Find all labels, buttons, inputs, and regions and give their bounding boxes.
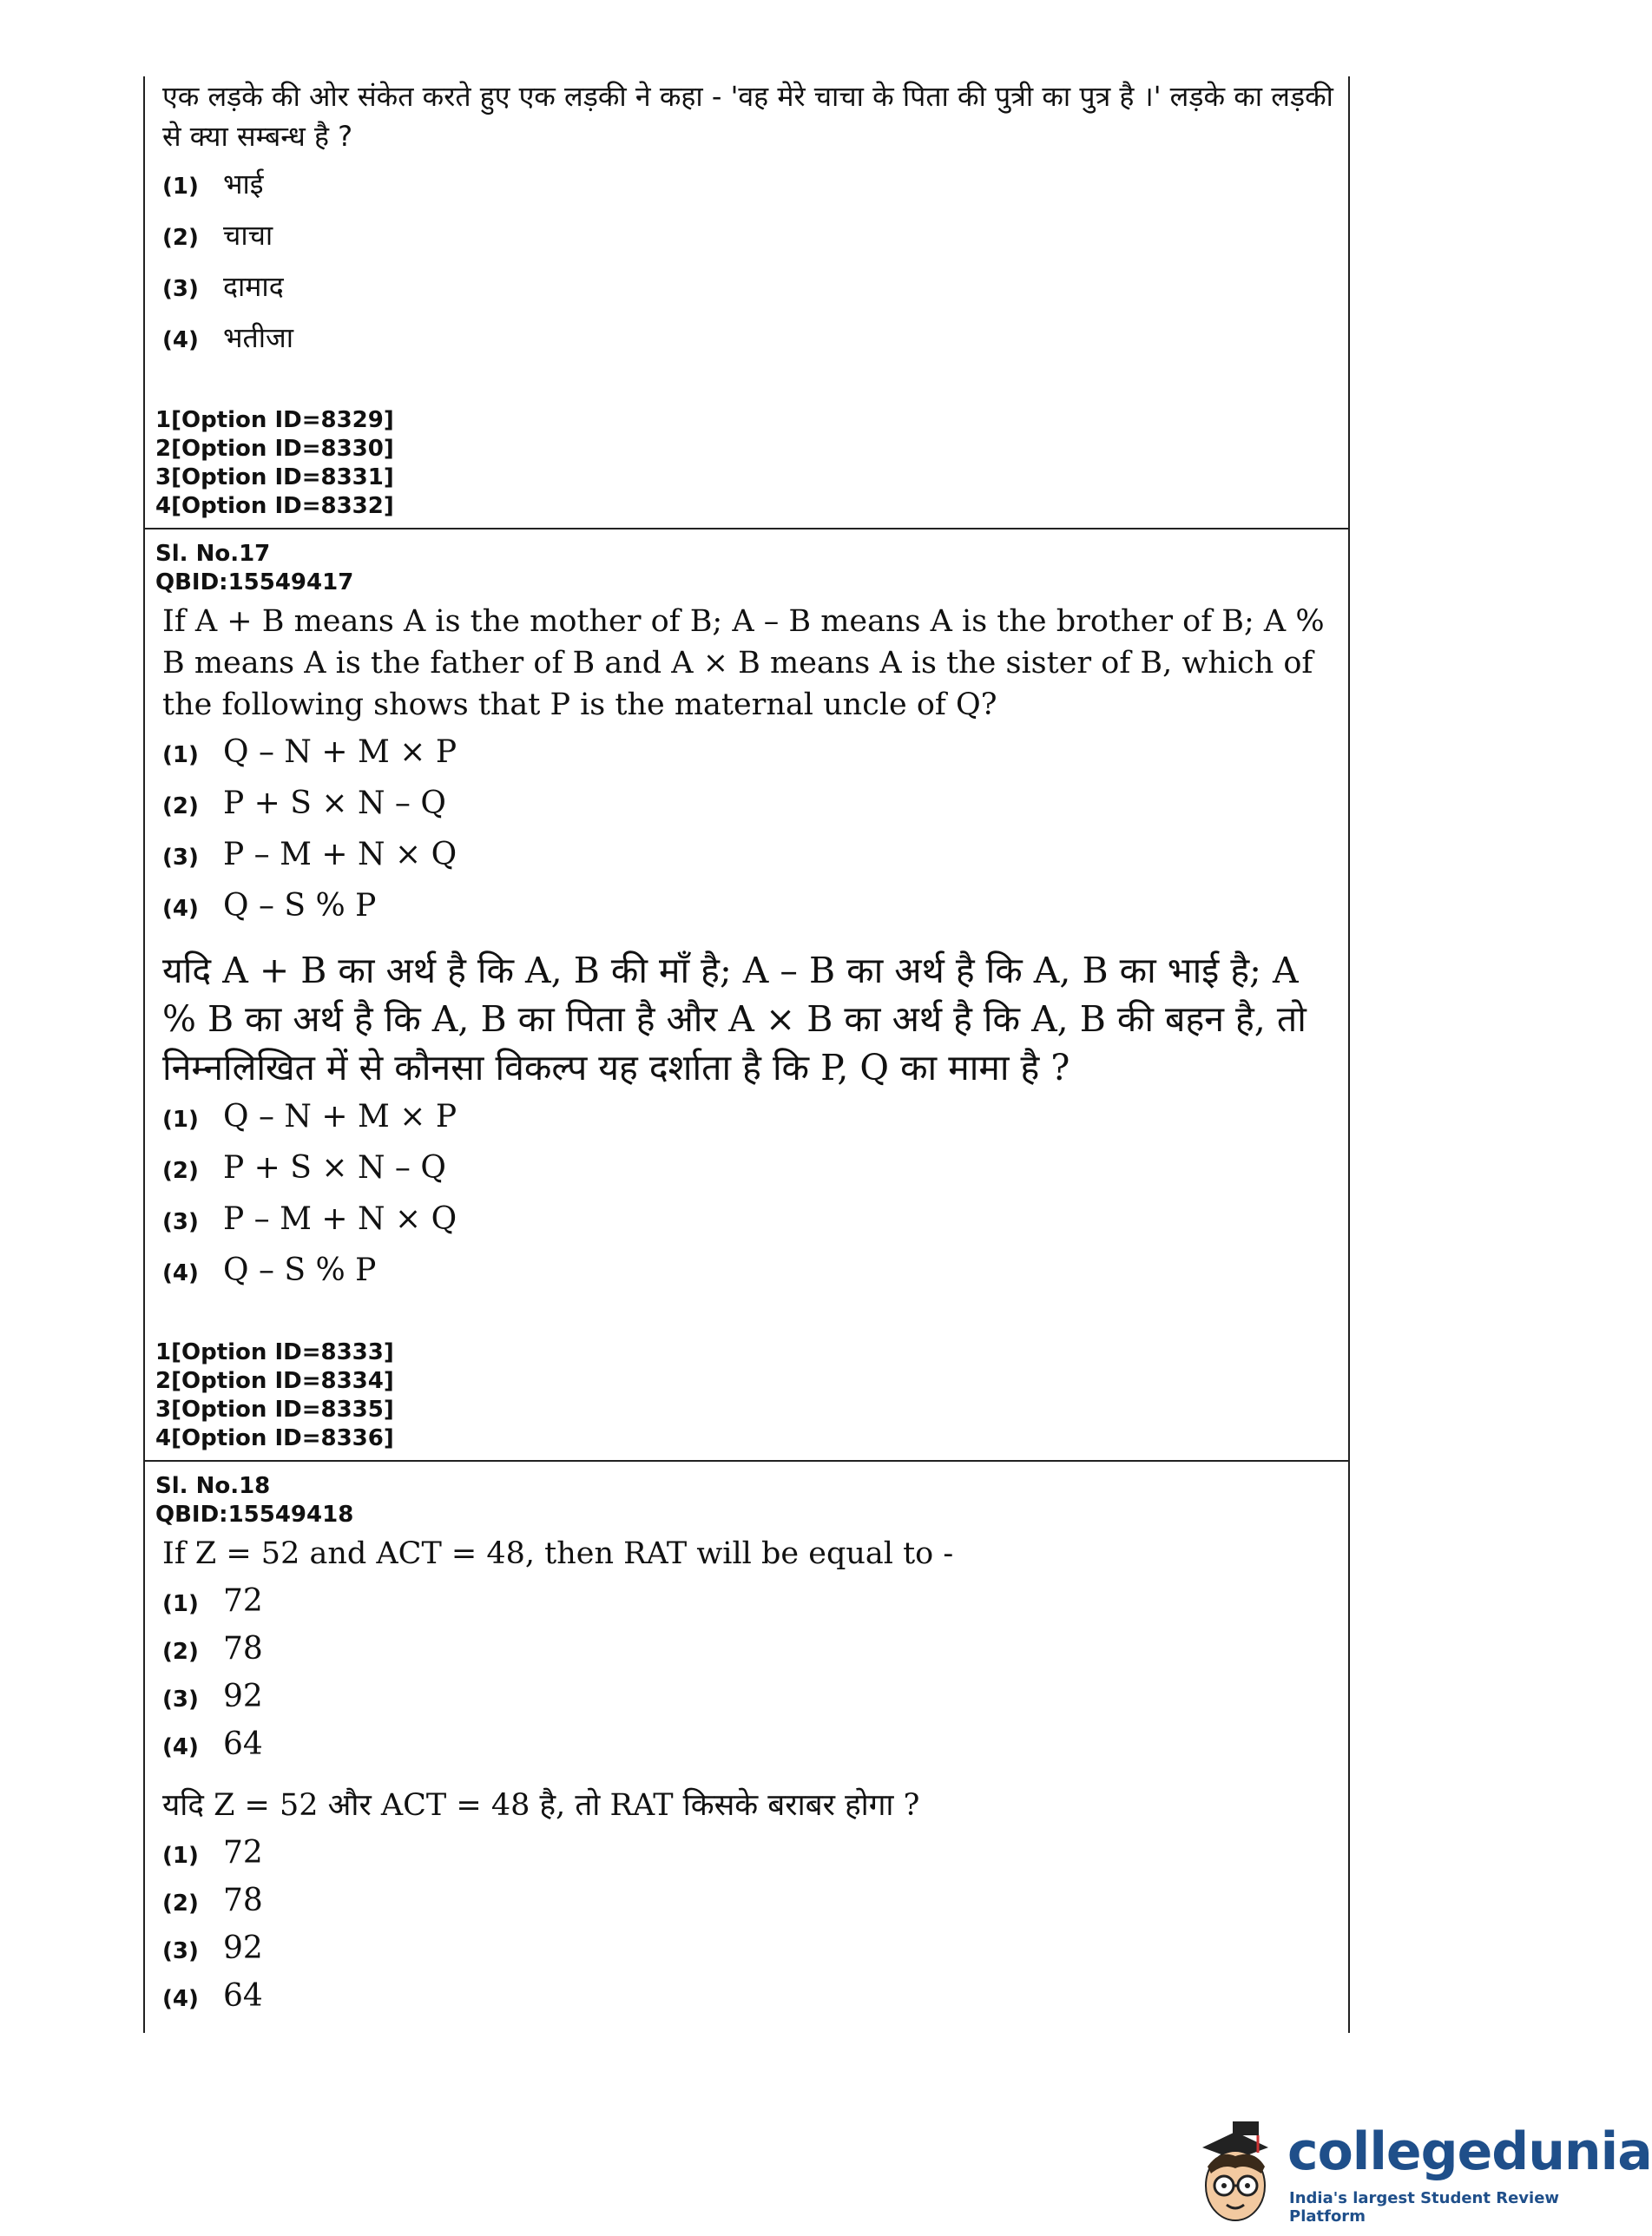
question-text-hindi: एक लड़के की ओर संकेत करते हुए एक लड़की ने कहा - 'वह मेरे चाचा के पिता की पुत्री का पुत्र है ।' लड़के का लड़की से क्या सम्बन्ध है ? xyxy=(162,80,1333,153)
serial-number: Sl. No.17 xyxy=(155,541,271,567)
option-row: (1) भाई xyxy=(162,165,1338,216)
option-text: P – M + N × Q xyxy=(223,837,457,872)
option-row: (1) Q – N + M × P xyxy=(162,734,457,770)
option-text: भतीजा xyxy=(223,321,294,354)
question-text-english: If Z = 52 and ACT = 48, then RAT will be equal to - xyxy=(162,1536,954,1571)
option-ids: 1[Option ID=8329] 2[Option ID=8330] 3[Option ID=8331] 4[Option ID=8332] xyxy=(155,407,394,519)
question-text-hindi: यदि A + B का अर्थ है कि A, B की माँ है; A – B का अर्थ है कि A, B का भाई है; A % B का अर्थ है कि A, B का पिता है और A × B का अर्थ है कि A, B की बहन है, तो निम्नलिखित में से कौनसा विकल्प यह दर्शाता है कि P, Q का मामा है ? xyxy=(162,950,1306,1088)
option-text: भाई xyxy=(223,168,264,201)
brand-name: collegedunia xyxy=(1287,2121,1652,2182)
question-text-english: If A + B means A is the mother of B; A – B means A is the brother of B; A % B means A is the father of B and A × B means A is the sister of B, which of the following shows that P is the maternal uncle of Q? xyxy=(162,604,1325,722)
option-row: (1) Q – N + M × P xyxy=(162,1099,457,1134)
option-row: (2) P + S × N – Q xyxy=(162,1150,446,1186)
option-text: 92 xyxy=(223,1930,263,1966)
option-row: (4) 64 xyxy=(162,1978,263,2014)
option-row: (3) P – M + N × Q xyxy=(162,1201,457,1237)
option-text: Q – N + M × P xyxy=(223,734,457,770)
option-text: 64 xyxy=(223,1978,263,2014)
option-row: (3) दामाद xyxy=(162,267,1338,319)
option-text: P + S × N – Q xyxy=(223,1150,446,1186)
question-text-hindi: यदि Z = 52 और ACT = 48 है, तो RAT किसके बराबर होगा ? xyxy=(162,1788,920,1823)
option-text: Q – S % P xyxy=(223,1253,377,1288)
option-row: (3) P – M + N × Q xyxy=(162,837,457,872)
option-text: 92 xyxy=(223,1679,263,1714)
option-row: (3) 92 xyxy=(162,1679,263,1714)
question-block-16 xyxy=(143,76,1350,529)
option-row: (4) भतीजा xyxy=(162,319,1338,370)
qbid: QBID:15549417 xyxy=(155,569,354,595)
collegedunia-logo xyxy=(1185,2114,1652,2227)
option-row: (4) 64 xyxy=(162,1726,263,1762)
option-row: (2) 78 xyxy=(162,1883,263,1918)
option-row: (2) 78 xyxy=(162,1631,263,1667)
option-row: (2) चाचा xyxy=(162,216,1338,267)
option-text: P – M + N × Q xyxy=(223,1201,457,1237)
option-text: 78 xyxy=(223,1883,263,1918)
option-row: (3) 92 xyxy=(162,1930,263,1966)
option-ids: 1[Option ID=8333] 2[Option ID=8334] 3[Option ID=8335] 4[Option ID=8336] xyxy=(155,1339,394,1451)
option-row: (2) P + S × N – Q xyxy=(162,786,446,821)
option-text: 72 xyxy=(223,1583,263,1619)
option-row: (1) 72 xyxy=(162,1835,263,1871)
option-text: Q – S % P xyxy=(223,888,377,924)
question-paper xyxy=(143,76,1350,2033)
option-row: (1) 72 xyxy=(162,1583,263,1619)
option-text: P + S × N – Q xyxy=(223,786,446,821)
option-text: चाचा xyxy=(223,219,273,252)
qbid: QBID:15549418 xyxy=(155,1502,354,1528)
option-text: दामाद xyxy=(223,270,284,303)
option-text: 64 xyxy=(223,1726,263,1762)
brand-tagline: India's largest Student Review Platform xyxy=(1289,2189,1560,2226)
question-block-18 xyxy=(143,1462,1350,2033)
option-row: (4) Q – S % P xyxy=(162,1253,377,1288)
question-block-17 xyxy=(143,529,1350,1462)
mascot-icon xyxy=(1185,2114,1285,2227)
option-row: (4) Q – S % P xyxy=(162,888,377,924)
option-text: 72 xyxy=(223,1835,263,1871)
serial-number: Sl. No.18 xyxy=(155,1473,271,1499)
option-text: Q – N + M × P xyxy=(223,1099,457,1134)
option-text: 78 xyxy=(223,1631,263,1667)
